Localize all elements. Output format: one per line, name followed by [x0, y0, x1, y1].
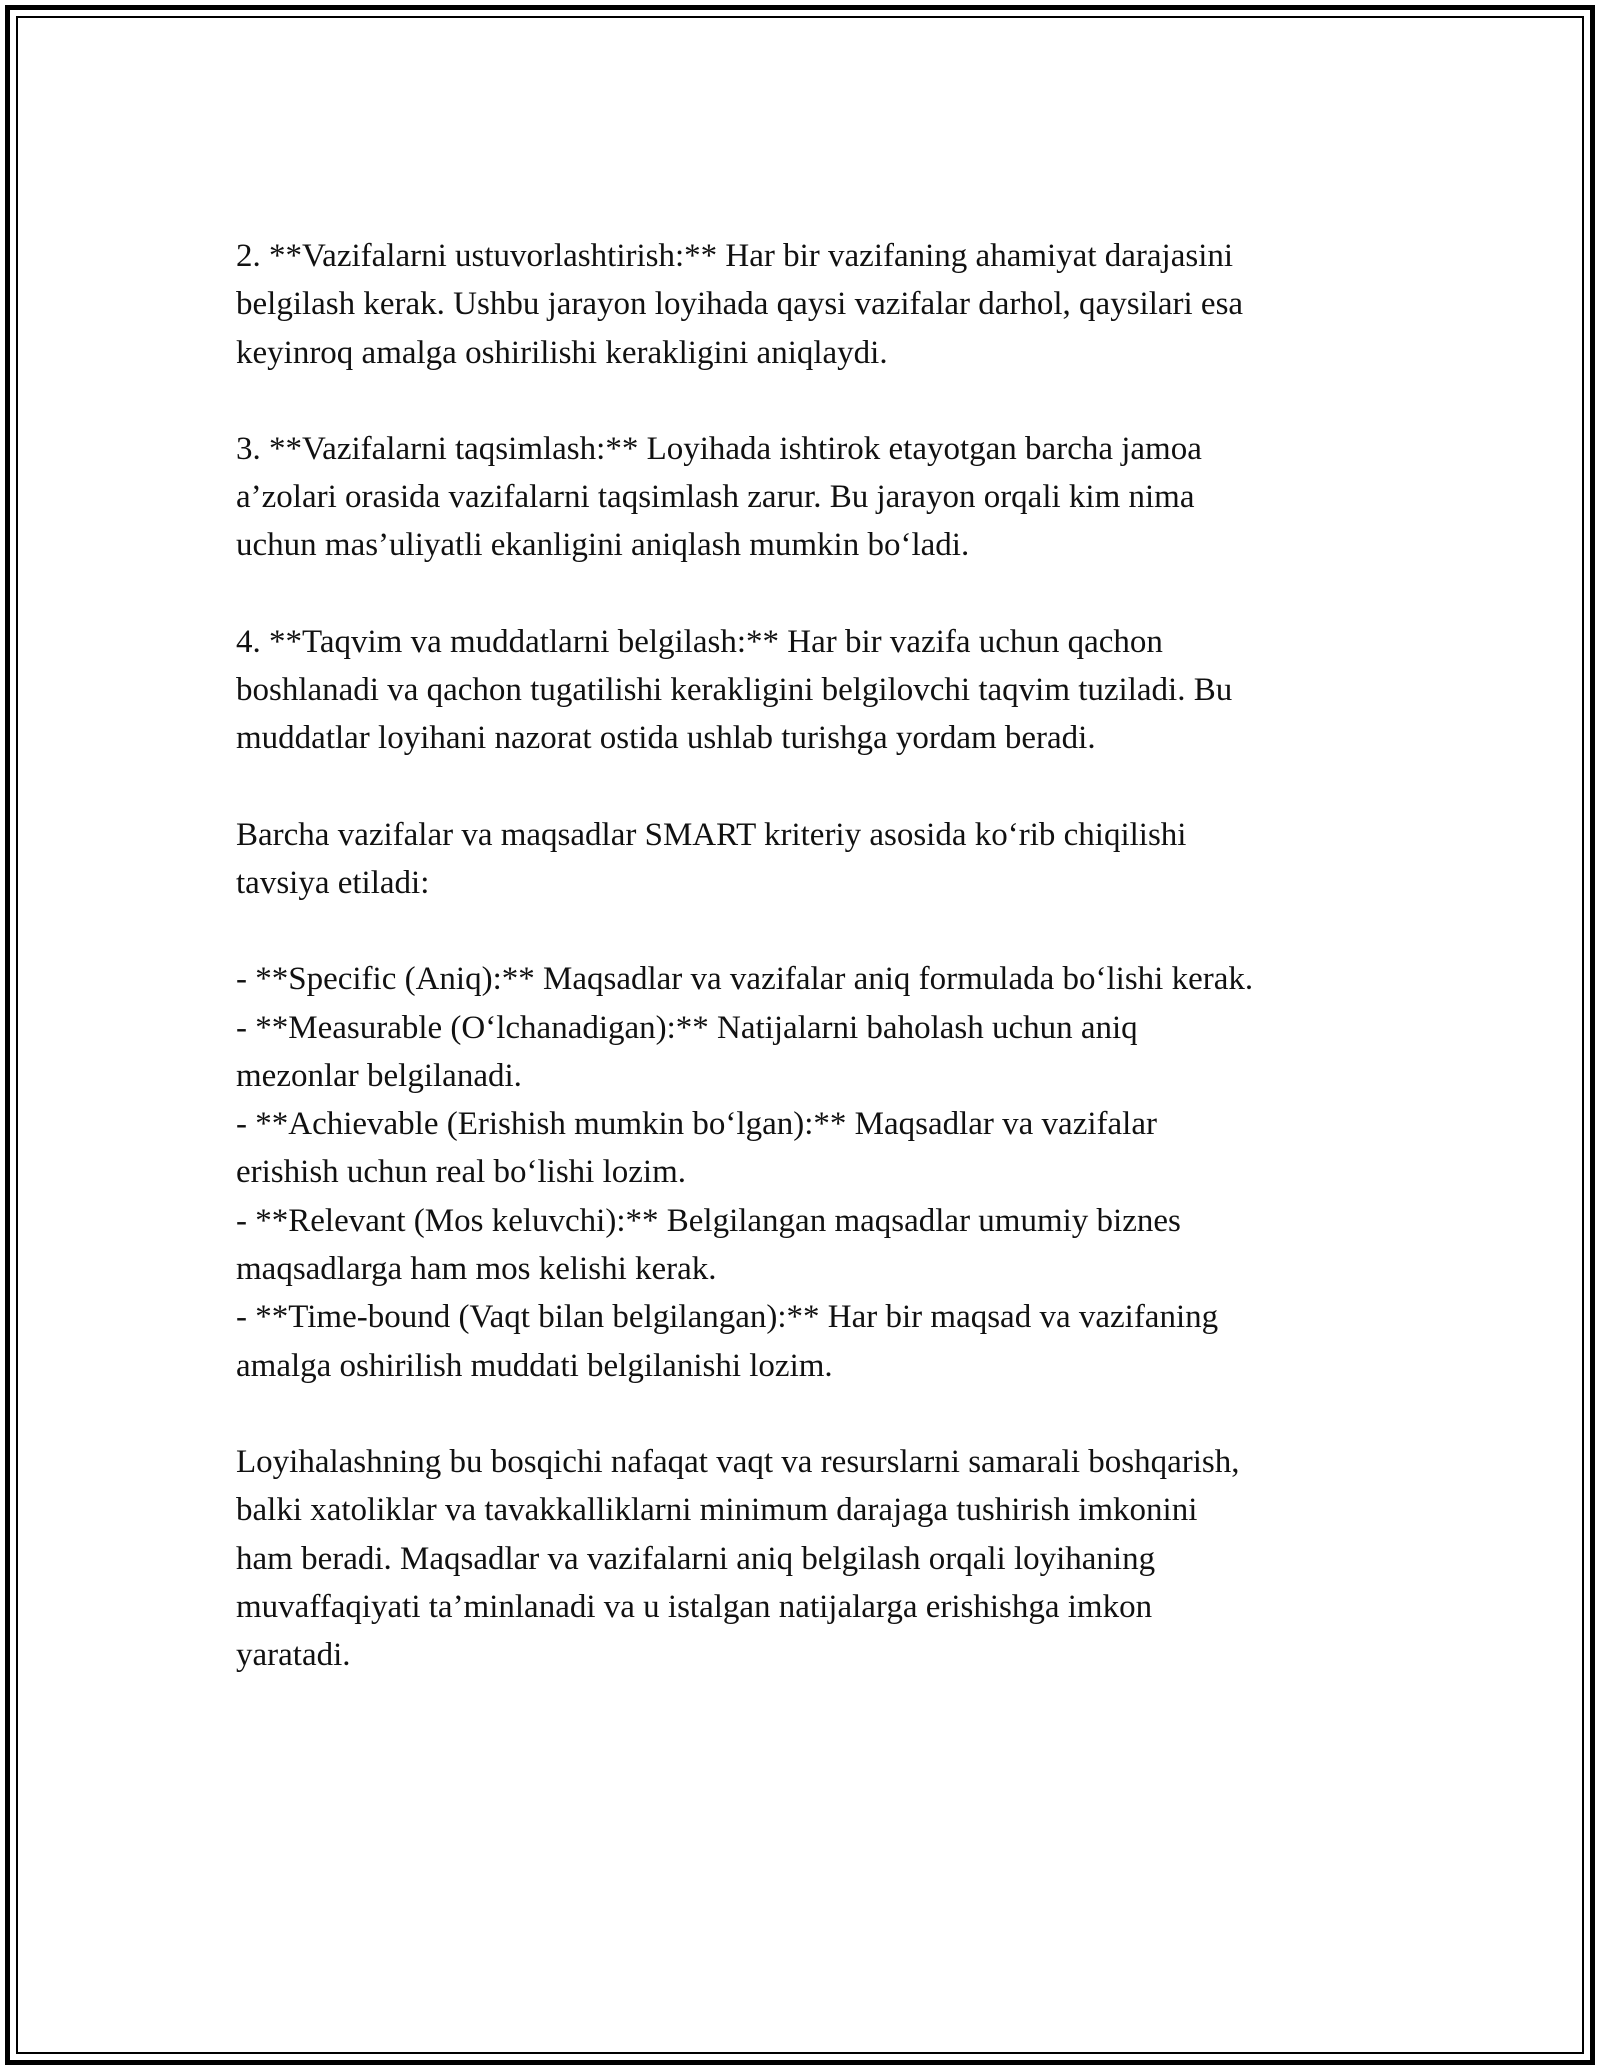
text-line: a’zolari orasida vazifalarni taqsimlash zarur. Bu jarayon orqali kim nima [236, 479, 1195, 516]
text-line: muddatlar loyihani nazorat ostida ushlab turishga yordam beradi. [236, 720, 1096, 757]
text-line: 3. **Vazifalarni taqsimlash:** Loyihada ishtirok etayotgan barcha jamoa [236, 430, 1202, 467]
list-item-relevant [236, 1197, 1416, 1294]
text-line: Loyihalashning bu bosqichi nafaqat vaqt va resurslarni samarali boshqarish, [236, 1443, 1240, 1480]
text-line: 2. **Vazifalarni ustuvorlashtirish:** Har bir vazifaning ahamiyat darajasini [236, 238, 1234, 274]
text-line: boshlanadi va qachon tugatilishi kerakligini belgilovchi taqvim tuziladi. Bu [236, 672, 1233, 709]
text-line: maqsadlarga ham mos kelishi kerak. [236, 1251, 717, 1288]
list-item-measurable [236, 1004, 1416, 1101]
text-line: erishish uchun real bo‘lishi lozim. [236, 1154, 686, 1191]
paragraph-item-3 [236, 425, 1416, 570]
list-item-achievable [236, 1100, 1416, 1197]
text-line: belgilash kerak. Ushbu jarayon loyihada qaysi vazifalar darhol, qaysilari esa [236, 286, 1244, 323]
text-line: mezonlar belgilanadi. [236, 1057, 522, 1094]
text-line: - **Time-bound (Vaqt bilan belgilangan):** Har bir maqsad va vazifaning [236, 1299, 1219, 1336]
text-line: muvaffaqiyati ta’minlanadi va u istalgan natijalarga erishishga imkon [236, 1588, 1153, 1625]
list-item-time-bound [236, 1293, 1416, 1390]
text-line: tavsiya etiladi: [236, 864, 430, 901]
text-line: yaratadi. [236, 1637, 351, 1674]
list-item-specific [236, 955, 1416, 1003]
paragraph-conclusion [236, 1438, 1416, 1679]
paragraph-item-4 [236, 618, 1416, 763]
document-body [236, 232, 1416, 1727]
text-line: - **Relevant (Mos keluvchi):** Belgilangan maqsadlar umumiy biznes [236, 1202, 1181, 1239]
text-line: uchun mas’uliyatli ekanligini aniqlash mumkin bo‘ladi. [236, 527, 970, 564]
text-line: 4. **Taqvim va muddatlarni belgilash:** Har bir vazifa uchun qachon [236, 623, 1163, 660]
smart-criteria-list [236, 955, 1416, 1390]
text-line: balki xatoliklar va tavakkalliklarni minimum darajaga tushirish imkonini [236, 1492, 1198, 1529]
text-line: - **Specific (Aniq):** Maqsadlar va vazifalar aniq formulada bo‘lishi kerak. [236, 961, 1254, 998]
text-line: keyinroq amalga oshirilishi kerakligini aniqlaydi. [236, 334, 888, 371]
text-line: - **Measurable (O‘lchanadigan):** Natijalarni baholash uchun aniq [236, 1009, 1138, 1046]
paragraph-item-2 [236, 232, 1416, 377]
text-line: Barcha vazifalar va maqsadlar SMART kriteriy asosida ko‘rib chiqilishi [236, 816, 1187, 853]
text-line: - **Achievable (Erishish mumkin bo‘lgan):** Maqsadlar va vazifalar [236, 1106, 1157, 1143]
paragraph-smart-intro [236, 811, 1416, 908]
text-line: amalga oshirilish muddati belgilanishi lozim. [236, 1347, 833, 1384]
text-line: ham beradi. Maqsadlar va vazifalarni aniq belgilash orqali loyihaning [236, 1540, 1156, 1577]
